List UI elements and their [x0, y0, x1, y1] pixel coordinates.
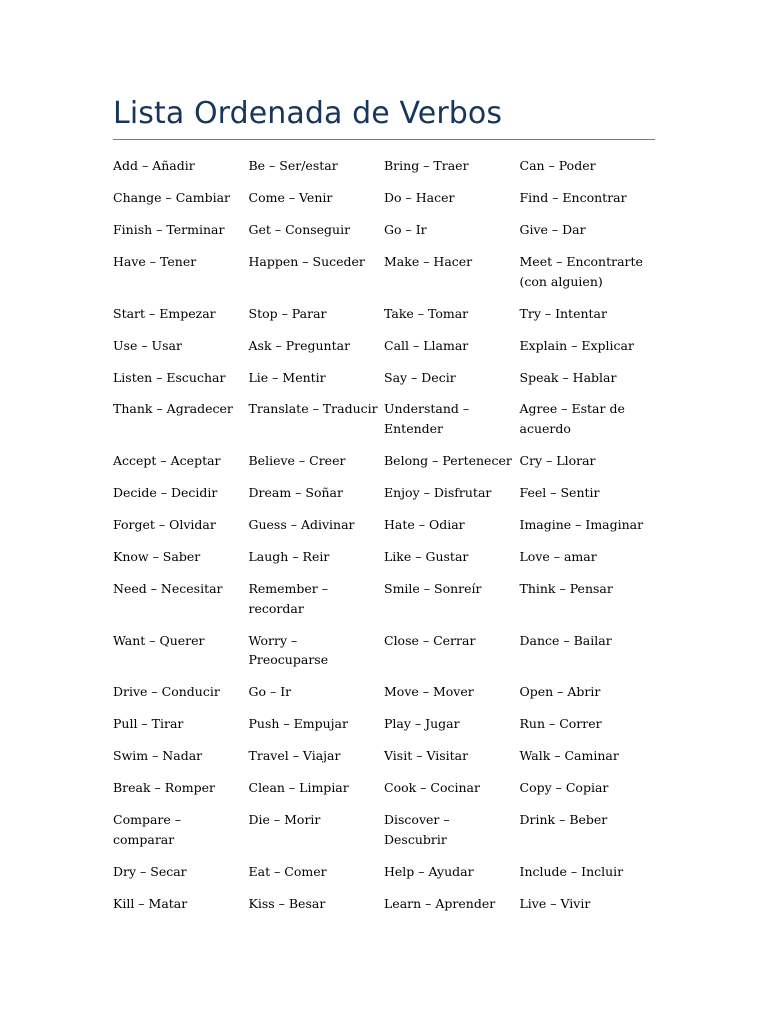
verb-row	[113, 579, 655, 631]
verb-cell: Cry – Llorar	[519, 453, 596, 469]
verb-cell: Drink – Beber	[519, 812, 608, 828]
verb-cell: Add – Añadir	[113, 158, 195, 173]
verb-cell: Travel – Viajar	[248, 748, 341, 764]
verb-cell: Change – Cambiar	[113, 189, 231, 205]
verb-cell: Can – Poder	[519, 158, 596, 173]
verb-cell: Forget – Olvidar	[113, 517, 216, 533]
verb-cell: Kiss – Besar	[248, 895, 326, 911]
verb-cell: Know – Saber	[113, 549, 201, 565]
verb-cell: Stop – Parar	[248, 305, 327, 321]
verb-row	[113, 368, 655, 400]
verb-row	[113, 631, 655, 683]
verb-cell: Kill – Matar	[113, 895, 188, 911]
verb-cell: Get – Conseguir	[248, 221, 351, 237]
verb-cell: Accept – Aceptar	[113, 453, 221, 469]
verb-cell: Think – Pensar	[519, 581, 613, 596]
verb-cell: Enjoy – Disfrutar	[384, 485, 492, 501]
verb-cell: Love – amar	[519, 549, 597, 565]
verb-row	[113, 746, 655, 778]
verb-row	[113, 220, 655, 252]
verb-row	[113, 894, 655, 926]
verb-cell: Eat – Comer	[248, 863, 327, 879]
verb-cell: Dream – Soñar	[248, 485, 343, 501]
verb-table-body	[113, 156, 655, 926]
verb-cell: Discover – Descubrir	[384, 812, 450, 847]
verb-cell: Remember – recordar	[248, 581, 329, 616]
verb-cell: Drive – Conducir	[113, 684, 220, 700]
verb-row	[113, 156, 655, 188]
verb-row	[113, 810, 655, 862]
verb-cell: Speak – Hablar	[519, 369, 617, 385]
verb-cell: Meet – Encontrarte (con alguien)	[519, 253, 643, 289]
verb-cell: Start – Empezar	[113, 305, 216, 321]
verb-cell: Need – Necesitar	[113, 581, 223, 596]
verb-cell: Finish – Terminar	[113, 221, 225, 237]
verb-cell: Go – Ir	[384, 221, 427, 237]
verb-row	[113, 714, 655, 746]
verb-cell: Happen – Suceder	[248, 253, 365, 269]
verb-cell: Break – Romper	[113, 780, 215, 796]
verb-cell: Thank – Agradecer	[113, 401, 233, 417]
verb-cell: Belong – Pertenecer	[384, 453, 512, 469]
verb-cell: Like – Gustar	[384, 549, 469, 565]
verb-cell: Translate – Traducir	[248, 401, 378, 417]
verb-cell: Dance – Bailar	[519, 632, 612, 648]
verb-cell: Feel – Sentir	[519, 485, 600, 501]
verb-cell: Live – Vivir	[519, 895, 591, 911]
verb-cell: Come – Venir	[248, 189, 333, 205]
verb-cell: Move – Mover	[384, 684, 474, 700]
verb-cell: Pull – Tirar	[113, 716, 184, 732]
verb-row	[113, 682, 655, 714]
verb-cell: Use – Usar	[113, 337, 182, 353]
verb-cell: Decide – Decidir	[113, 485, 218, 501]
verb-cell: Include – Incluir	[519, 863, 624, 879]
verb-row	[113, 451, 655, 483]
verb-cell: Guess – Adivinar	[248, 517, 355, 533]
verb-cell: Understand – Entender	[384, 401, 470, 437]
verb-row	[113, 862, 655, 894]
verb-cell: Say – Decir	[384, 369, 456, 385]
verb-row	[113, 483, 655, 515]
verb-cell: Find – Encontrar	[519, 189, 627, 205]
verb-cell: Want – Querer	[113, 632, 205, 648]
verb-row	[113, 547, 655, 579]
verb-cell: Listen – Escuchar	[113, 369, 226, 385]
verb-cell: Do – Hacer	[384, 189, 455, 205]
verb-row	[113, 188, 655, 220]
verb-cell: Laugh – Reir	[248, 549, 330, 565]
verb-cell: Take – Tomar	[384, 305, 469, 321]
verb-cell: Imagine – Imaginar	[519, 517, 644, 533]
verb-cell: Be – Ser/estar	[248, 158, 338, 173]
verb-cell: Give – Dar	[519, 221, 586, 237]
verb-cell: Ask – Preguntar	[248, 337, 351, 353]
verb-cell: Push – Empujar	[248, 716, 348, 732]
verb-row	[113, 399, 655, 451]
verb-cell: Agree – Estar de acuerdo	[519, 401, 625, 437]
verb-cell: Call – Llamar	[384, 337, 469, 353]
verb-cell: Clean – Limpiar	[248, 780, 349, 796]
verb-cell: Die – Morir	[248, 812, 321, 828]
verb-row	[113, 336, 655, 368]
verb-row	[113, 515, 655, 547]
verb-cell: Hate – Odiar	[384, 517, 465, 533]
verb-cell: Learn – Aprender	[384, 895, 496, 911]
verb-cell: Worry – Preocuparse	[248, 632, 329, 668]
verb-cell: Play – Jugar	[384, 716, 460, 732]
verb-cell: Visit – Visitar	[384, 748, 469, 764]
title-underline	[113, 139, 655, 140]
verb-row	[113, 778, 655, 810]
verb-row	[113, 304, 655, 336]
verb-cell: Smile – Sonreír	[384, 581, 482, 596]
verb-cell: Dry – Secar	[113, 863, 187, 879]
verb-row	[113, 252, 655, 304]
verb-cell: Make – Hacer	[384, 253, 473, 269]
verb-cell: Run – Correr	[519, 716, 602, 732]
verb-table	[113, 156, 655, 926]
verb-cell: Close – Cerrar	[384, 632, 476, 648]
verb-cell: Cook – Cocinar	[384, 780, 480, 796]
verb-cell: Try – Intentar	[519, 305, 607, 321]
verb-cell: Bring – Traer	[384, 158, 469, 173]
verb-cell: Explain – Explicar	[519, 337, 634, 353]
verb-cell: Swim – Nadar	[113, 748, 203, 764]
verb-cell: Open – Abrir	[519, 684, 601, 700]
verb-cell: Walk – Caminar	[519, 748, 619, 764]
verb-cell: Compare – comparar	[113, 812, 181, 847]
verb-cell: Have – Tener	[113, 253, 197, 269]
verb-cell: Go – Ir	[248, 684, 292, 700]
verb-cell: Help – Ayudar	[384, 863, 474, 879]
verb-cell: Copy – Copiar	[519, 780, 609, 796]
verb-cell: Believe – Creer	[248, 453, 346, 469]
document-title: Lista Ordenada de Verbos	[113, 96, 503, 131]
verb-cell: Lie – Mentir	[248, 369, 326, 385]
